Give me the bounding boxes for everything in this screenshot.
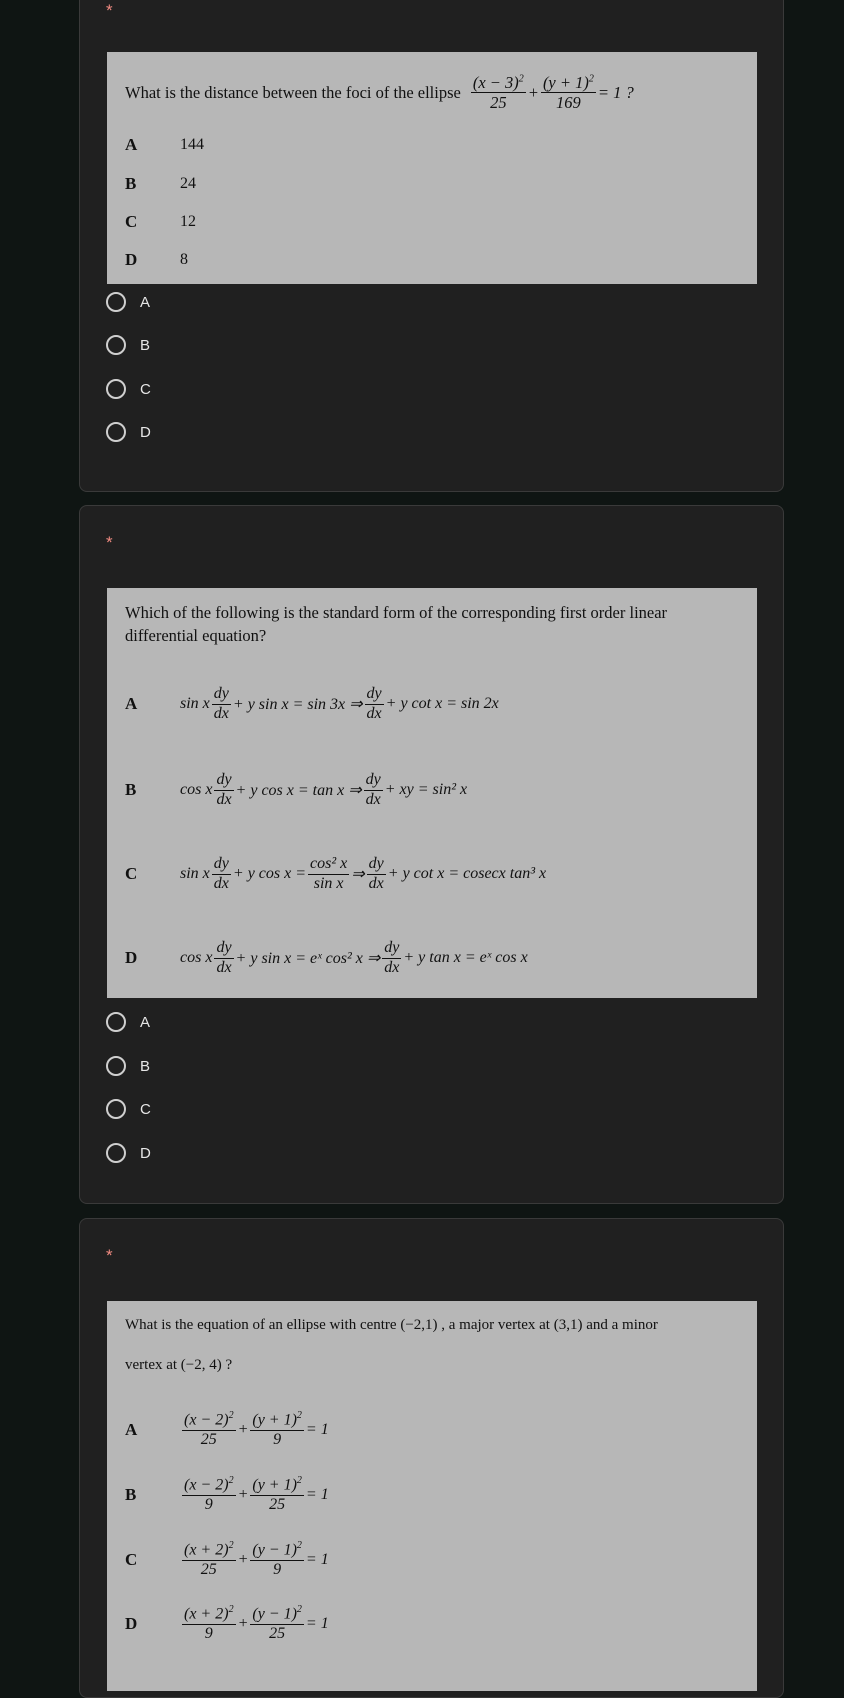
radio-circle-icon[interactable] [106,1056,126,1076]
radio-circle-icon[interactable] [106,292,126,312]
option-c: C 12 [125,212,196,231]
required-asterisk: * [106,533,113,552]
radio-circle-icon[interactable] [106,335,126,355]
question-image [107,1301,757,1691]
option-a: A sin x $\frac{dy}{dx}$ + y sin x = sin 3x ⇒ $\frac{dy}{dx}$ + y cot x = sin 2x [125,685,499,722]
question-text-line2: differential equation? [125,626,267,645]
radio-circle-icon[interactable] [106,1099,126,1119]
option-b: B 24 [125,174,196,193]
option-b: B $\frac{(x - 2)^2}{9}$ + $\frac{(y + 1)^2}{25}$ = 1 [125,1475,329,1514]
radio-choice-c[interactable]: C [106,1099,151,1119]
question-text-line1: What is the equation of an ellipse with centre (−2,1) , a major vertex at (3,1) and a minor [125,1317,658,1333]
question-card-2 [79,505,784,1204]
radio-circle-icon[interactable] [106,379,126,399]
option-c: C $\frac{(x + 2)^2}{25}$ + $\frac{(y - 1)^2}{9}$ = 1 [125,1540,329,1579]
question-text-line1: Which of the following is the standard form of the corresponding first order linear [125,603,668,622]
question-text-line2: vertex at (−2, 4) ? [125,1357,233,1373]
radio-circle-icon[interactable] [106,1143,126,1163]
radio-choice-b[interactable]: B [106,1056,150,1076]
option-d: D 8 [125,250,188,269]
question-image [107,52,757,284]
option-b: B cos x $\frac{dy}{dx}$ + y cos x = tan x ⇒ $\frac{dy}{dx}$ + xy = sin² x [125,771,468,808]
option-d: D cos x $\frac{dy}{dx}$ + y sin x = eˣ cos² x ⇒ $\frac{dy}{dx}$ + y tan x = eˣ cos x [125,939,528,976]
question-text: What is the distance between the foci of the ellipse $\frac{(x - 3)^2}{25}$ + $\frac{(y + 1)^2}{169}$ = 1 ? [125,73,634,113]
radio-circle-icon[interactable] [106,1012,126,1032]
option-a: A $\frac{(x - 2)^2}{25}$ + $\frac{(y + 1)^2}{9}$ = 1 [125,1410,329,1449]
ellipse-equation: $\frac{(x - 3)^2}{25}$ + $\frac{(y + 1)^2}{169}$ = 1 ? [472,73,634,113]
option-c: C sin x $\frac{dy}{dx}$ + y cos x = $\frac{\text{cos² x}}{\text{sin x}}$ ⇒ $\frac{dy}{dx}$ + y cot x = cosecx tan³ x [125,855,547,892]
required-asterisk: * [106,1,113,20]
option-d: D $\frac{(x + 2)^2}{9}$ + $\frac{(y - 1)^2}{25}$ = 1 [125,1604,329,1643]
radio-choice-b[interactable]: B [106,335,150,355]
radio-choice-d[interactable]: D [106,422,151,442]
radio-choice-a[interactable]: A [106,292,150,312]
radio-circle-icon[interactable] [106,422,126,442]
radio-choice-c[interactable]: C [106,379,151,399]
radio-choice-a[interactable]: A [106,1012,150,1032]
required-asterisk: * [106,1246,113,1265]
question-card-1 [79,0,784,492]
radio-choice-d[interactable]: D [106,1143,151,1163]
question-card-3 [79,1218,784,1698]
question-image [107,588,757,998]
option-a: A 144 [125,135,204,154]
